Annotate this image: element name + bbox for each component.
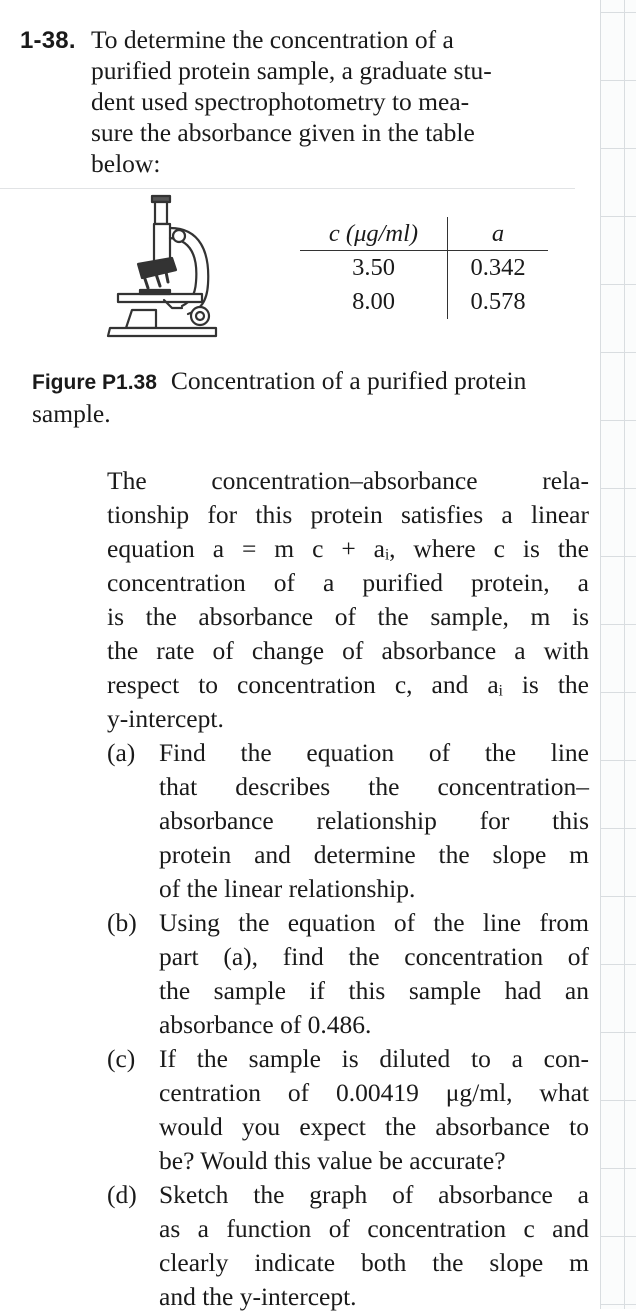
figure-label: Figure P1.38 [32, 371, 157, 394]
body-line: tionship for this protein satisfies a linear [107, 500, 589, 529]
table-cell: 0.342 [470, 254, 526, 281]
part-line: of the linear relationship. [159, 874, 416, 903]
column-header-absorbance: a [448, 217, 549, 251]
body-line: The concentration–absorbance rela- [107, 466, 589, 495]
table-row [300, 285, 548, 319]
problem-body [107, 464, 589, 736]
part-label: (b) [107, 908, 137, 937]
table-cell: 3.50 [300, 251, 448, 286]
table-cell: 8.00 [300, 285, 448, 319]
part-line: would you expect the absorbance to [159, 1112, 589, 1141]
part-line: absorbance of 0.486. [159, 1010, 372, 1039]
part-line: the sample if this sample had an [159, 976, 589, 1005]
part-text [159, 1042, 589, 1178]
part-line: and the y-intercept. [159, 1282, 357, 1311]
part-line: that describes the concentration– [159, 772, 589, 801]
body-line: y-intercept. [107, 704, 224, 733]
part-line: as a function of concentration c and [159, 1214, 589, 1243]
figure-caption [32, 365, 592, 429]
concentration-absorbance-table [300, 217, 548, 319]
table-header-row [300, 217, 548, 251]
part-line: protein and determine the slope m [159, 840, 589, 869]
prompt-line: dent used spectrophotometry to mea- [91, 87, 470, 116]
problem-number: 1-38. [20, 27, 76, 54]
problem-header-block [0, 0, 575, 189]
part-line: Find the equation of the line [159, 738, 589, 767]
body-line: concentration of a purified protein, a [107, 568, 589, 597]
prompt-line: sure the absorbance given in the table [91, 118, 475, 147]
part-line: centration of 0.00419 μg/ml, what [159, 1078, 589, 1107]
part-text [159, 1178, 589, 1314]
part-line: clearly indicate both the slope m [159, 1248, 589, 1277]
part-text [159, 736, 589, 906]
table-row [300, 251, 548, 286]
part-label: (c) [107, 1044, 136, 1073]
column-header-concentration: c (μg/ml) [300, 217, 448, 251]
part-text [159, 906, 589, 1042]
body-line: the rate of change of absorbance a with [107, 636, 589, 665]
body-line: respect to concentration c, and aᵢ is the [107, 670, 589, 699]
part-line: part (a), find the concentration of [159, 942, 589, 971]
part-label: (d) [107, 1180, 137, 1209]
part-line: If the sample is diluted to a con- [159, 1044, 589, 1073]
prompt-line: below: [91, 149, 161, 178]
part-label: (a) [107, 738, 136, 767]
problem-prompt [91, 24, 543, 179]
figure-caption-text: Concentration of a purified protein sample. [32, 366, 527, 428]
prompt-line: To determine the concentration of a [91, 25, 454, 54]
part-line: Sketch the graph of absorbance a [159, 1180, 589, 1209]
table-cell: 0.578 [470, 288, 526, 315]
body-line: equation a = m c + aᵢ, where c is the [107, 534, 589, 563]
part-line: Using the equation of the line from [159, 908, 589, 937]
part-line: absorbance relationship for this [159, 806, 589, 835]
microscope-icon [104, 192, 224, 342]
body-line: is the absorbance of the sample, m is [107, 602, 589, 631]
part-line: be? Would this value be accurate? [159, 1146, 506, 1175]
prompt-line: purified protein sample, a graduate stu- [91, 56, 492, 85]
